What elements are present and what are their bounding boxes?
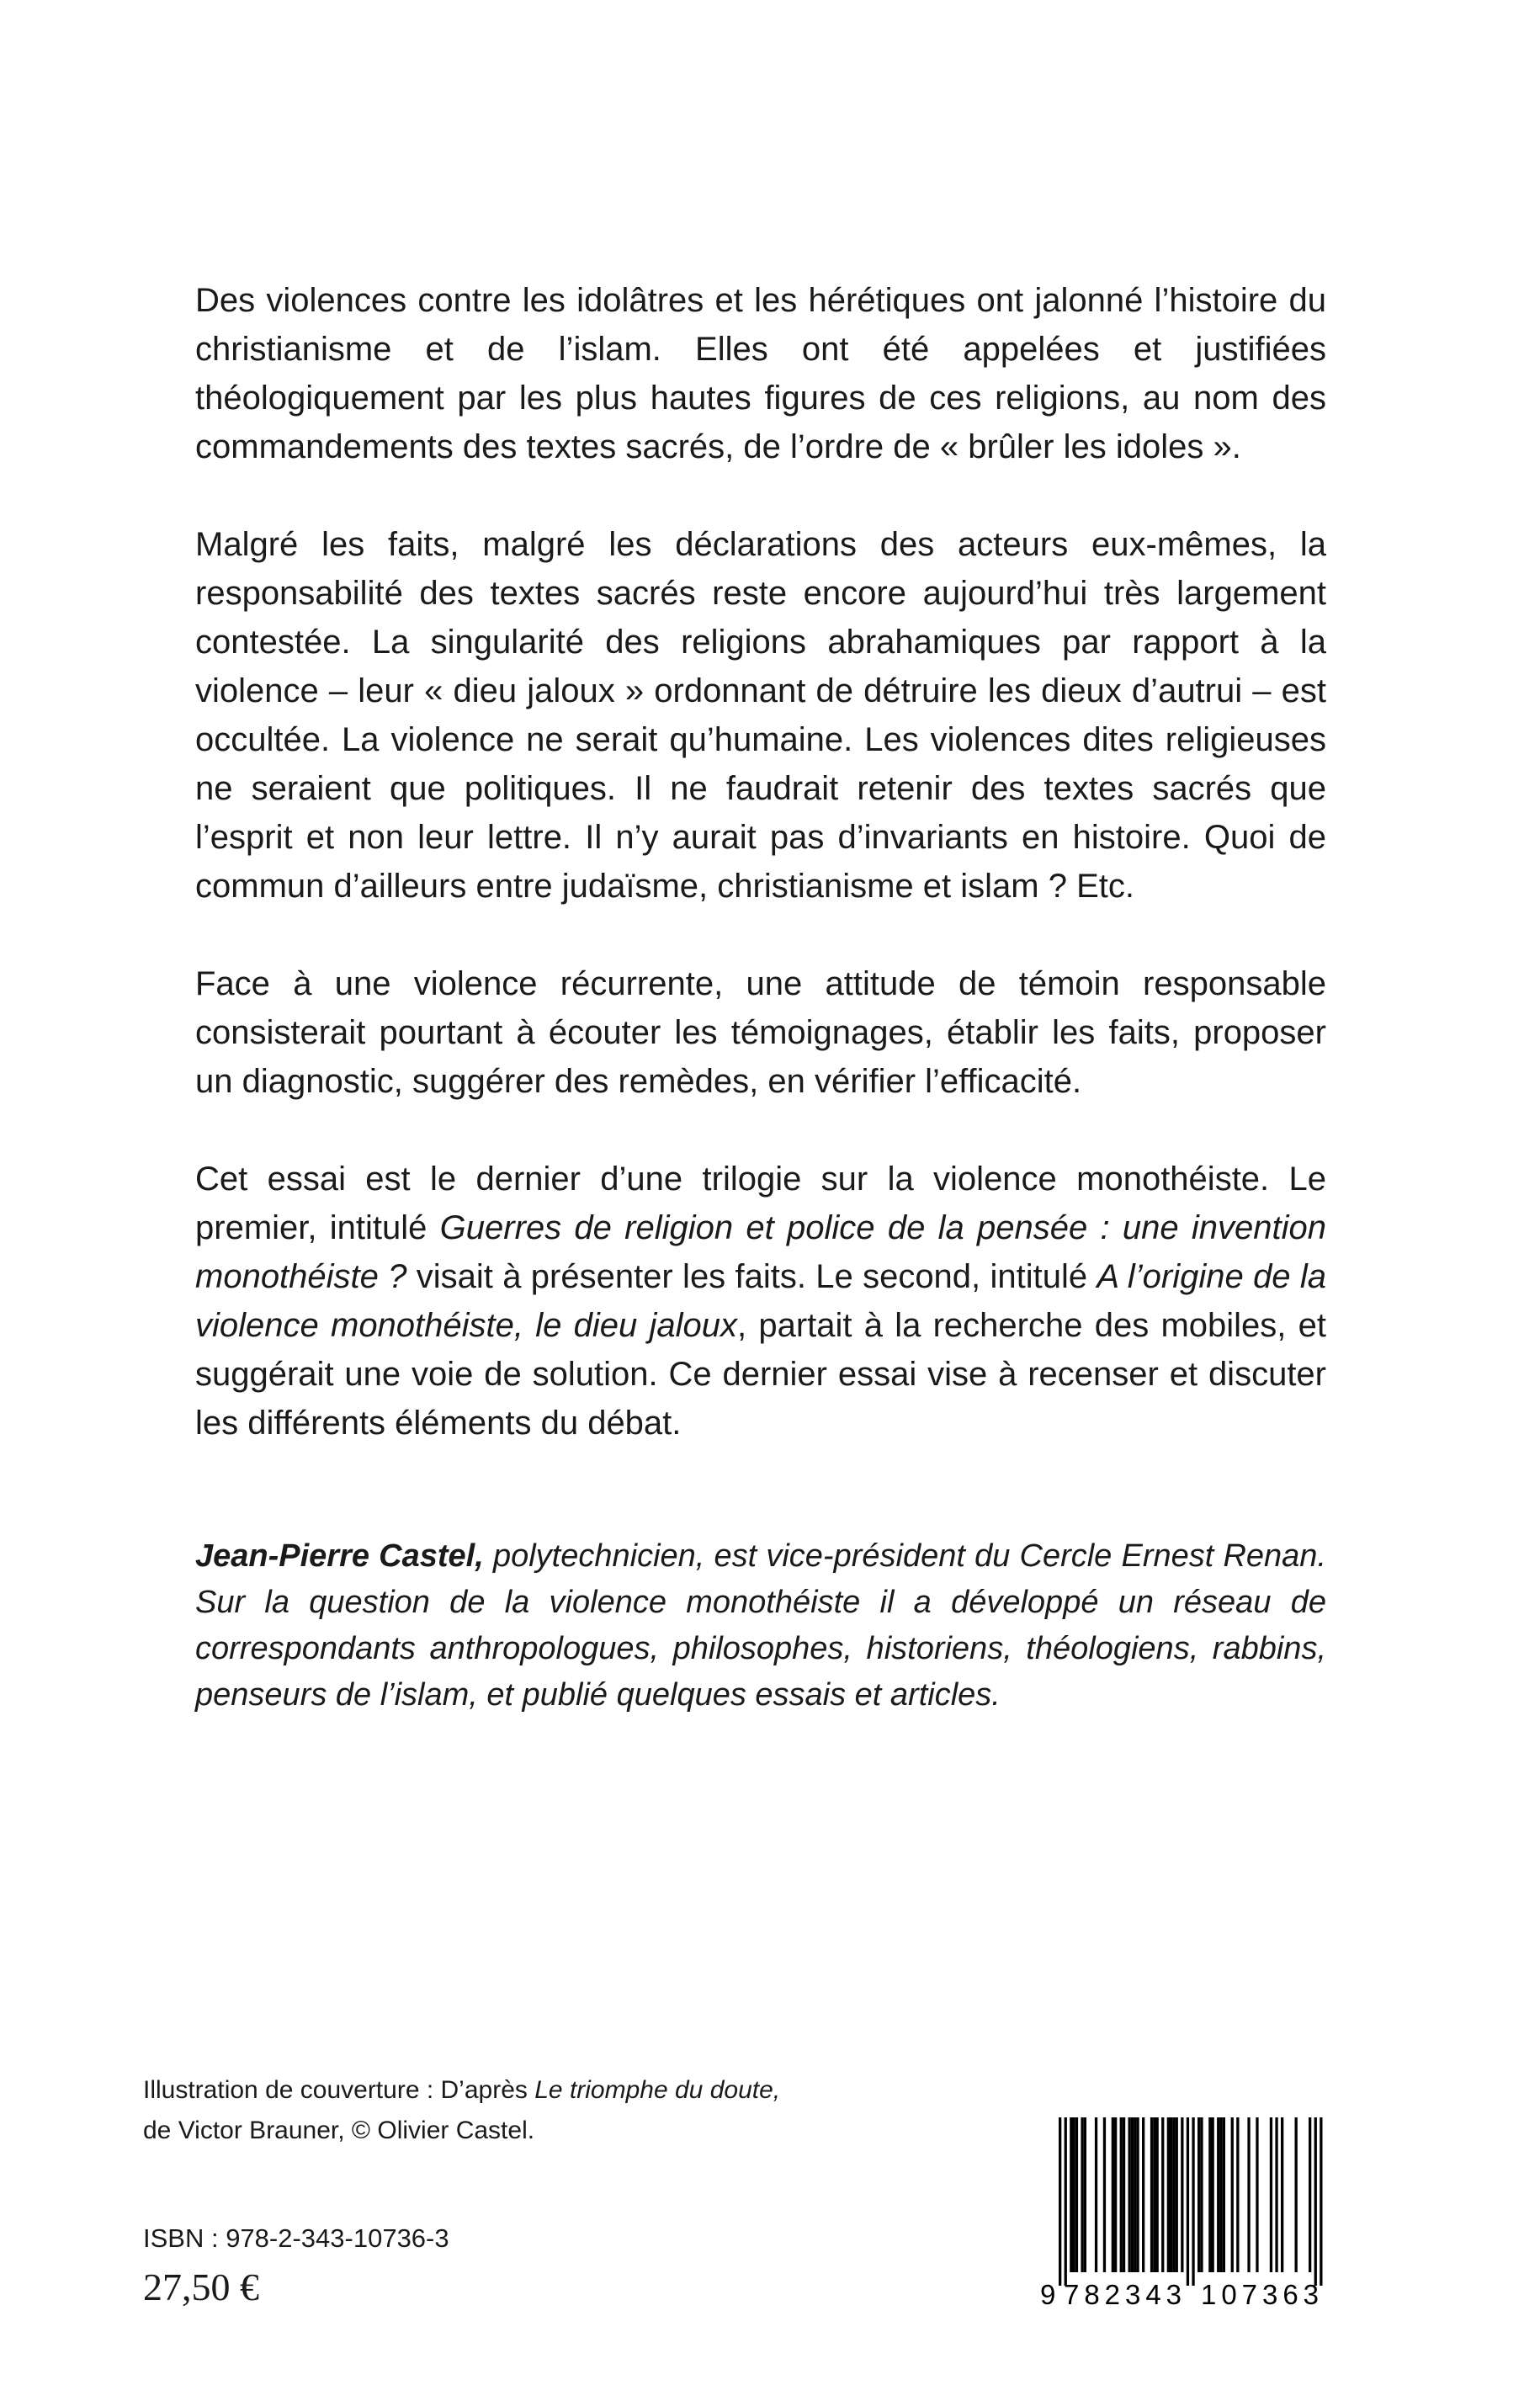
barcode-bar xyxy=(1219,2117,1222,2272)
barcode-bar xyxy=(1084,2117,1086,2272)
barcode-bar xyxy=(1208,2117,1211,2272)
barcode-bar xyxy=(1112,2117,1114,2272)
barcode-bar xyxy=(1123,2117,1125,2272)
barcode-bar xyxy=(1170,2117,1172,2272)
barcode-bar xyxy=(1120,2117,1123,2272)
barcode-bar xyxy=(1161,2117,1164,2272)
cover-credit-line-2: de Victor Brauner, © Olivier Castel. xyxy=(143,2117,535,2144)
barcode xyxy=(1033,2114,1346,2309)
barcode-bar xyxy=(1223,2117,1225,2272)
barcode-graphic xyxy=(1033,2114,1346,2309)
barcode-bar xyxy=(1070,2117,1072,2272)
barcode-left-digits: 782343 xyxy=(1064,2279,1182,2309)
cover-credit-prefix: Illustration de couverture : D’après xyxy=(143,2076,535,2104)
paragraph-4-text-2: visait à présenter les faits. Le second, intitulé xyxy=(406,1258,1097,1295)
barcode-bar xyxy=(1081,2117,1083,2272)
barcode-bar xyxy=(1295,2117,1298,2272)
barcode-bar xyxy=(1172,2117,1175,2272)
barcode-bar xyxy=(1131,2117,1134,2272)
barcode-right-digits: 107363 xyxy=(1201,2279,1319,2309)
barcode-bar xyxy=(1167,2117,1170,2272)
barcode-bar xyxy=(1153,2117,1155,2272)
barcode-bar xyxy=(1095,2117,1097,2272)
barcode-bar xyxy=(1181,2117,1183,2272)
barcode-bar xyxy=(1150,2117,1153,2272)
isbn: ISBN : 978-2-343-10736-3 xyxy=(143,2223,449,2253)
barcode-bar xyxy=(1136,2117,1139,2272)
book-title-2: A l’origine de la violence monothéiste, le dieu jaloux xyxy=(195,1258,1326,1344)
barcode-first-digit: 9 xyxy=(1040,2279,1056,2309)
barcode-bar xyxy=(1073,2117,1075,2272)
barcode-bar xyxy=(1142,2117,1144,2272)
barcode-bar xyxy=(1156,2117,1159,2272)
barcode-bar xyxy=(1320,2117,1322,2286)
barcode-bar xyxy=(1103,2117,1106,2272)
barcode-bar xyxy=(1236,2117,1239,2272)
barcode-bar xyxy=(1270,2117,1272,2272)
author-bio-text: polytechnicien, est vice-président du Cercle Ernest Renan. Sur la question de la violence monothéiste il a développé un réseau de correspondants anthropologues, philosophes, historiens, théologiens, rabbins, penseurs de l’islam, et publié quelques essais et articles. xyxy=(195,1538,1326,1713)
cover-credit xyxy=(143,2070,900,2151)
barcode-bar xyxy=(1275,2117,1277,2272)
barcode-bar xyxy=(1309,2117,1311,2272)
paragraph-4-text-1: Cet essai est le dernier d’une trilogie sur la violence monothéiste. Le premier, intitulé xyxy=(195,1161,1326,1246)
paragraph-4-text-3: , partait à la recherche des mobiles, et suggérait une voie de solution. Ce dernier essai vise à recenser et discuter les différents éléments du débat. xyxy=(195,1307,1326,1442)
paragraph-2: Malgré les faits, malgré les déclarations des acteurs eux-mêmes, la responsabilité des textes sacrés reste encore aujourd’hui très largement contestée. La singularité des religions abrahamiques par rapport à la violence – leur « dieu jaloux » ordonnant de détruire les dieux d’autrui – est occultée. La violence ne serait qu’humaine. Les violences dites religieuses ne seraient que politiques. Il ne faudrait retenir des textes sacrés que l’esprit et non leur lettre. Il n’y aurait pas d’invariants en histoire. Quoi de commun d’ailleurs entre judaïsme, christianisme et islam ? Etc. xyxy=(195,526,1326,905)
book-title-1: Guerres de religion et police de la pensée : une invention monothéiste ? xyxy=(195,1209,1326,1295)
barcode-bar xyxy=(1176,2117,1178,2272)
barcode-bar xyxy=(1059,2117,1061,2286)
barcode-bar xyxy=(1197,2117,1200,2272)
barcode-bar xyxy=(1192,2117,1194,2286)
cover-artwork-title: Le triomphe du doute, xyxy=(534,2076,781,2104)
paragraph-1: Des violences contre les idolâtres et les hérétiques ont jalonné l’histoire du christianisme et de l’islam. Elles ont été appelées et justifiées théologiquement par les plus hautes figures de ces religions, au nom des commandements des textes sacrés, de l’ordre de « brûler les idoles ». xyxy=(195,282,1326,465)
barcode-bar xyxy=(1134,2117,1136,2272)
barcode-bar xyxy=(1128,2117,1131,2272)
price: 27,50 € xyxy=(143,2265,259,2308)
barcode-bar xyxy=(1247,2117,1250,2272)
barcode-bar xyxy=(1256,2117,1258,2272)
paragraph-3: Face à une violence récurrente, une attitude de témoin responsable consisterait pourtant à écouter les témoignages, établir les faits, proposer un diagnostic, suggérer des remèdes, en vérifier l’efficacité. xyxy=(195,965,1326,1100)
barcode-bar xyxy=(1075,2117,1078,2272)
barcode-bar xyxy=(1200,2117,1203,2272)
paragraph-4 xyxy=(195,1155,1326,1447)
barcode-bar xyxy=(1281,2117,1283,2272)
barcode-bar xyxy=(1065,2117,1067,2286)
barcode-bar xyxy=(1231,2117,1234,2272)
author-name: Jean-Pierre Castel, xyxy=(195,1538,484,1574)
back-cover-text xyxy=(195,276,1326,1447)
author-bio xyxy=(195,1533,1326,1718)
barcode-bar xyxy=(1187,2117,1189,2286)
barcode-bar xyxy=(1217,2117,1219,2272)
barcode-bar xyxy=(1212,2117,1214,2272)
barcode-bar xyxy=(1114,2117,1117,2272)
barcode-bar xyxy=(1314,2117,1317,2286)
